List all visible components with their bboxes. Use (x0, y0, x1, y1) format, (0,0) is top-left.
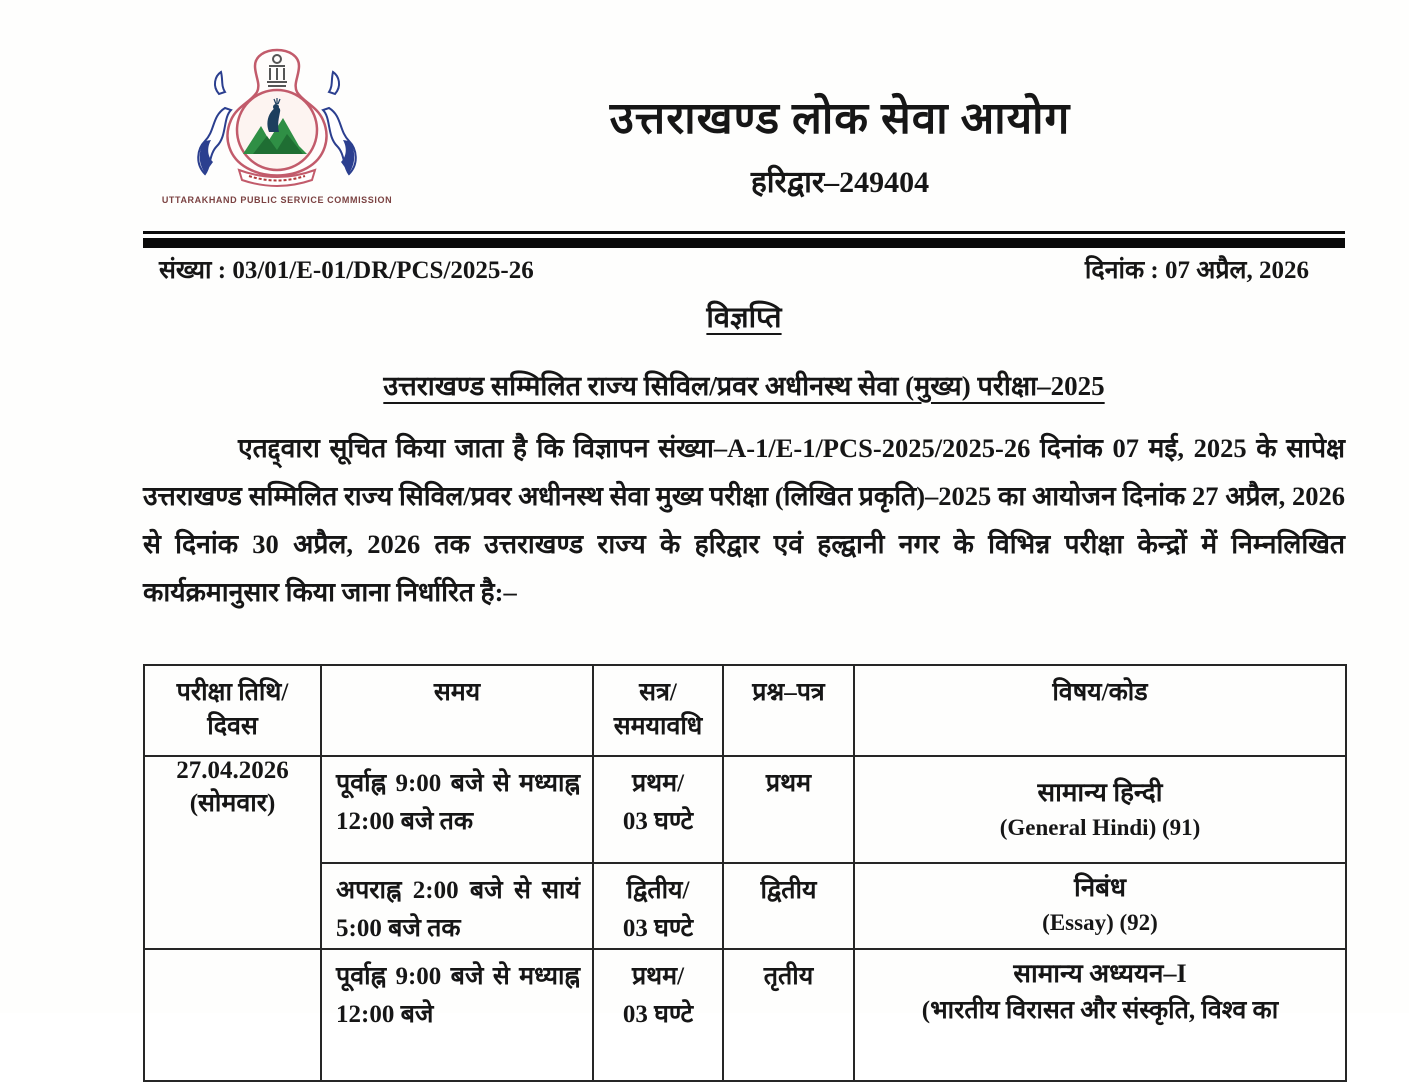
table-row (144, 863, 1346, 949)
time-cell: पूर्वाह्न 9:00 बजे से मध्याह्न 12:00 बजे (321, 949, 593, 1081)
header-subject-code: विषय/कोड (854, 665, 1346, 756)
header-paper: प्रश्न–पत्र (723, 665, 854, 756)
org-location: हरिद्वार–249404 (750, 166, 930, 199)
notice-body-paragraph: एतद्द्वारा सूचित किया जाता है कि विज्ञापन संख्या–A-1/E-1/PCS-2025/2025-26 दिनांक 07 मई, 2025 के सापेक्ष उत्तराखण्ड सम्मिलित राज्य सिविल/प्रवर अधीनस्थ सेवा मुख्य परीक्षा (लिखित प्रकृति)–2025 का आयोजन दिनांक 27 अप्रैल, 2026 से दिनांक 30 अप्रैल, 2026 तक उत्तराखण्ड राज्य के हरिद्वार एवं हल्द्वानी नगर के विभिन्न परीक्षा केन्द्रों में निम्नलिखित कार्यक्रमानुसार किया जाना निर्धारित है:– (143, 433, 1345, 607)
subject-cell: सामान्य हिन्दी (General Hindi) (91) (854, 756, 1346, 863)
table-row (144, 949, 1346, 1081)
paper-cell: द्वितीय (723, 863, 854, 949)
exam-date-cell-empty (144, 949, 321, 1081)
table-row (144, 756, 1346, 863)
session-cell: द्वितीय/ 03 घण्टे (593, 863, 723, 949)
notice-title: विज्ञप्ति (706, 302, 782, 334)
time-cell: पूर्वाह्न 9:00 बजे से मध्याह्न 12:00 बजे तक (321, 756, 593, 863)
paper-cell: प्रथम (723, 756, 854, 863)
time-cell: अपराह्न 2:00 बजे से सायं 5:00 बजे तक (321, 863, 593, 949)
header-session: सत्र/ समयावधि (593, 665, 723, 756)
divider-rule-thick (143, 238, 1345, 248)
org-name-en: UTTARAKHAND PUBLIC SERVICE COMMISSION (161, 195, 393, 205)
reference-number: संख्या : 03/01/E-01/DR/PCS/2025-26 (159, 257, 534, 284)
session-cell: प्रथम/ 03 घण्टे (593, 949, 723, 1081)
table-header-row (144, 665, 1346, 756)
exam-date-cell: 27.04.2026 (सोमवार) (144, 756, 321, 949)
subject-cell: निबंध (Essay) (92) (854, 863, 1346, 949)
meta-row (143, 252, 1345, 286)
paper-cell: तृतीय (723, 949, 854, 1081)
notice-date: दिनांक : 07 अप्रैल, 2026 (1084, 257, 1309, 284)
notice-subject: उत्तराखण्ड सम्मिलित राज्य सिविल/प्रवर अधीनस्थ सेवा (मुख्य) परीक्षा–2025 (383, 371, 1105, 401)
session-cell: प्रथम/ 03 घण्टे (593, 756, 723, 863)
header-time: समय (321, 665, 593, 756)
exam-schedule-table (143, 664, 1347, 1082)
subject-cell: सामान्य अध्ययन–I (भारतीय विरासत और संस्कृति, विश्व का (854, 949, 1346, 1081)
org-title-block (330, 86, 1350, 201)
header-exam-date: परीक्षा तिथि/ दिवस (144, 665, 321, 756)
divider-rule-thin (143, 231, 1345, 234)
org-name-hindi: उत्तराखण्ड लोक सेवा आयोग (609, 94, 1071, 143)
